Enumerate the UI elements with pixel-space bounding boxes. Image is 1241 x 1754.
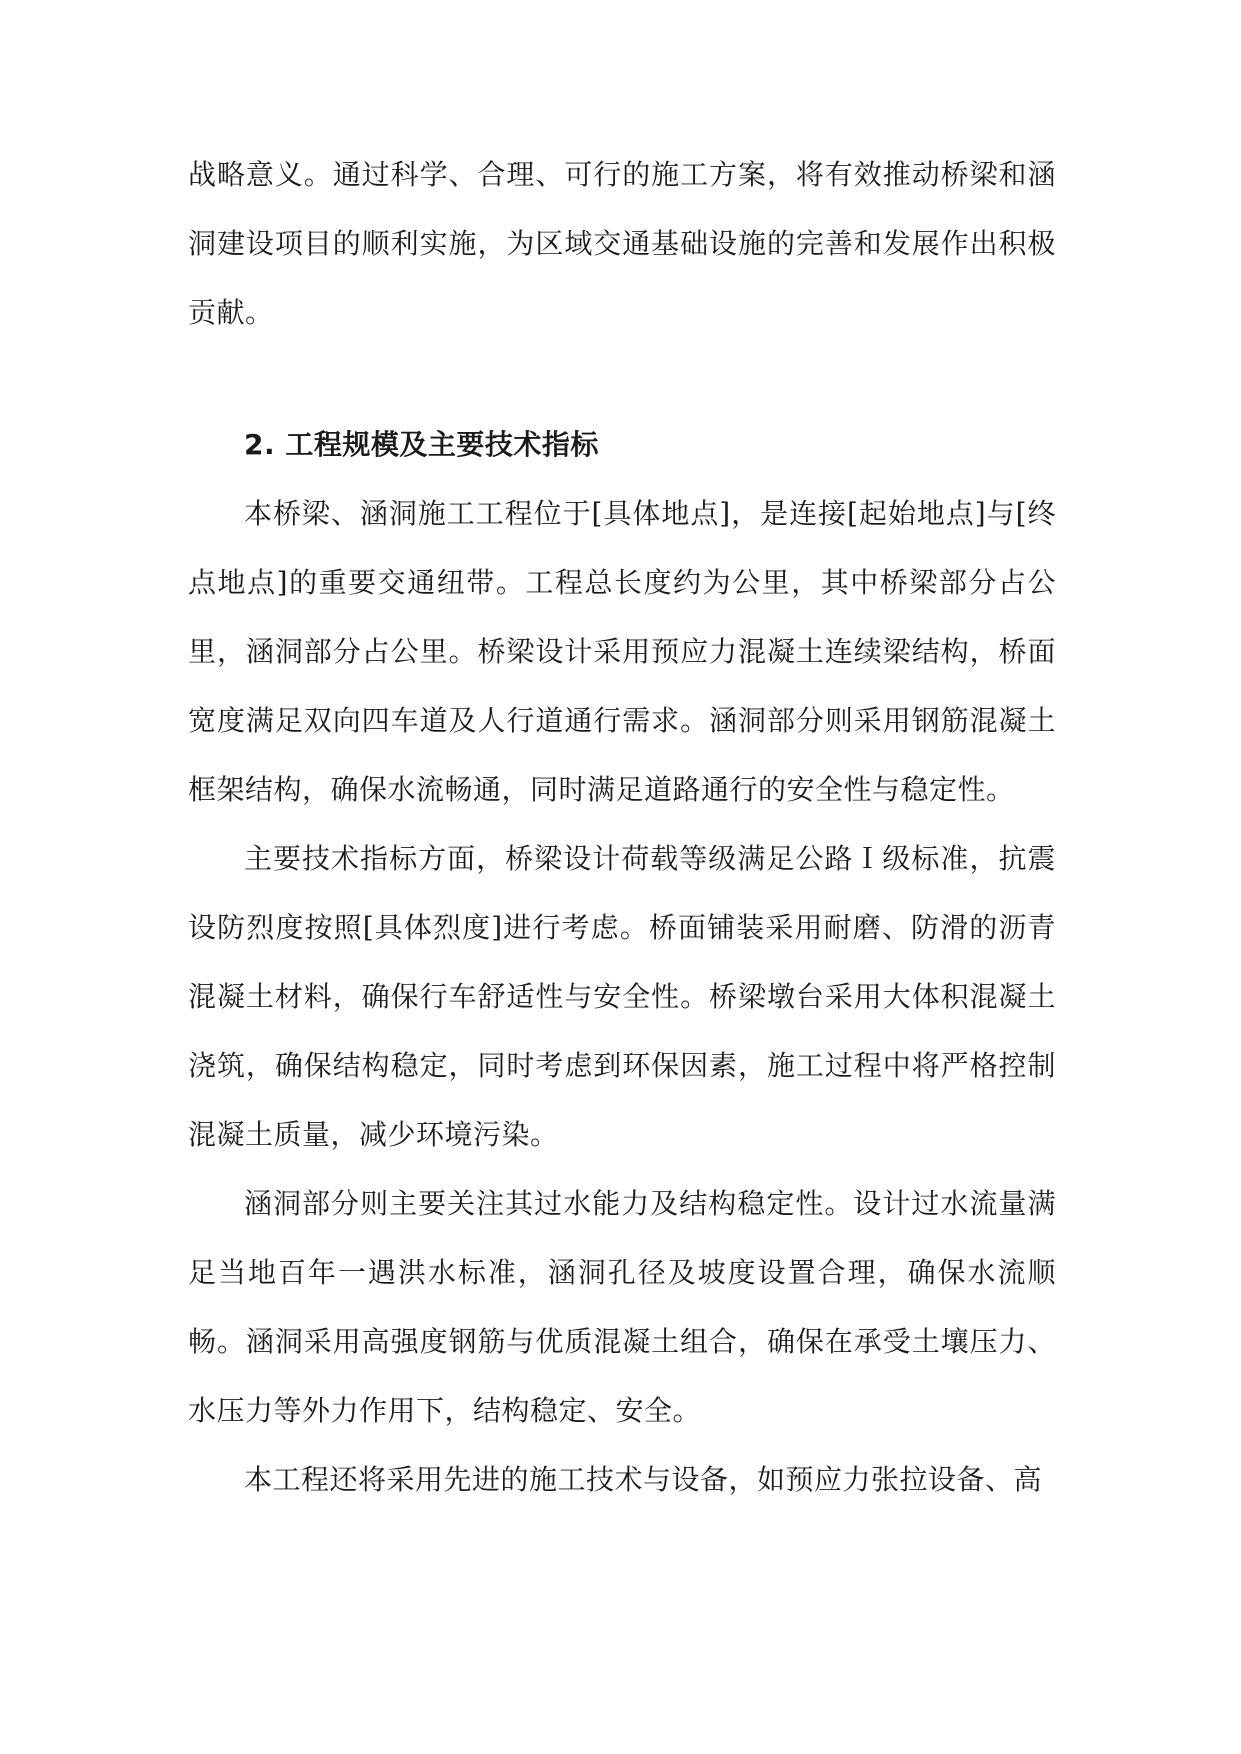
body-paragraph-2: 主要技术指标方面，桥梁设计荷载等级满足公路Ｉ级标准，抗震设防烈度按照[具体烈度]进行考虑。桥面铺装采用耐磨、防滑的沥青混凝土材料，确保行车舒适性与安全性。桥梁墩台采用大体积混凝土浇筑，确保结构稳定，同时考虑到环保因素，施工过程中将严格控制混凝土质量，减少环境污染。 — [188, 842, 1056, 1151]
body-paragraph-4: 本工程还将采用先进的施工技术与设备，如预应力张拉设备、高 — [244, 1463, 1043, 1496]
body-paragraph-3: 涵洞部分则主要关注其过水能力及结构稳定性。设计过水流量满足当地百年一遇洪水标准，涵洞孔径及坡度设置合理，确保水流顺畅。涵洞采用高强度钢筋与优质混凝土组合，确保在承受土壤压力、水压力等外力作用下，结构稳定、安全。 — [188, 1187, 1056, 1427]
body-paragraph-1: 本桥梁、涵洞施工工程位于[具体地点]，是连接[起始地点]与[终点地点]的重要交通纽带。工程总长度约为公里，其中桥梁部分占公里，涵洞部分占公里。桥梁设计采用预应力混凝土连续梁结构，桥面宽度满足双向四车道及人行道通行需求。涵洞部分则采用钢筋混凝土框架结构，确保水流畅通，同时满足道路通行的安全性与稳定性。 — [188, 497, 1056, 806]
document-page — [188, 140, 1056, 1514]
section-heading: 2. 工程规模及主要技术指标 — [244, 428, 599, 461]
intro-paragraph: 战略意义。通过科学、合理、可行的施工方案，将有效推动桥梁和涵洞建设项目的顺利实施，为区域交通基础设施的完善和发展作出积极贡献。 — [188, 158, 1056, 329]
